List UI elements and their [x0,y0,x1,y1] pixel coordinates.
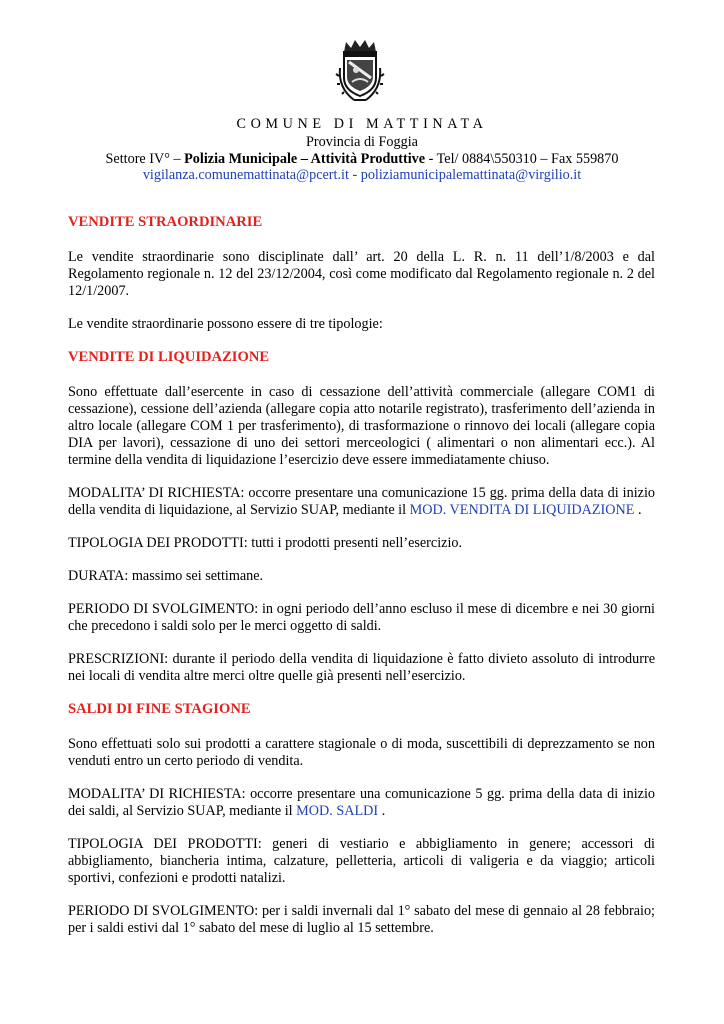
saldi-description: Sono effettuati solo sui prodotti a carattere stagionale o di moda, suscettibili di deprezzamento se non venduti entro un certo periodo di vendita. [68,736,655,769]
saldi-periodo: PERIODO DI SVOLGIMENTO: per i saldi invernali dal 1° sabato del mese di gennaio al 28 febbraio; per i saldi estivi dal 1° sabato del mese di luglio al 15 settembre. [68,903,655,936]
liquidazione-modalita-text: MODALITA’ DI RICHIESTA: occorre presentare una comunicazione 15 gg. prima della data di inizio della vendita di liquidazione, al Servizio SUAP, mediante il [68,485,655,518]
liquidazione-tipologia: TIPOLOGIA DEI PRODOTTI: tutti i prodotti presenti nell’esercizio. [68,535,463,551]
intro-paragraph: Le vendite straordinarie sono disciplinate dall’ art. 20 della L. R. n. 11 dell’1/8/2003 e dal Regolamento regionale n. 12 del 23/12/2004, così come modificato dal Regolamento regionale n. 2 del 12/1/2007. [68,249,655,299]
liquidazione-periodo: PERIODO DI SVOLGIMENTO: in ogni periodo dell’anno escluso il mese di dicembre e nei 30 giorni che precedono i saldi solo per le merci oggetto di saldi. [68,601,655,634]
section-heading-saldi: SALDI DI FINE STAGIONE [68,701,251,717]
mod-vendita-liquidazione-link[interactable]: MOD. VENDITA DI LIQUIDAZIONE [409,502,635,518]
comune-title: COMUNE DI MATTINATA [236,116,488,132]
settore-prefix: Settore IV° – [105,151,185,167]
document-body [68,214,655,937]
email-links[interactable]: vigilanza.comunemattinata@pcert.it - poliziamunicipalemattinata@virgilio.it [142,167,582,183]
provincia-line: Provincia di Foggia [306,134,418,150]
section-heading-liquidazione: VENDITE DI LIQUIDAZIONE [68,349,270,365]
settore-contacts: - Tel/ 0884\550310 – Fax 559870 [425,151,619,167]
saldi-modalita-end: . [378,803,386,819]
settore-line [0,151,724,168]
liquidazione-modalita-end: . [634,502,642,518]
settore-name: Polizia Municipale – Attività Produttive [184,151,426,167]
intro-types: Le vendite straordinarie possono essere di tre tipologie: [68,316,383,332]
municipal-crest-icon [334,38,386,106]
mod-saldi-link[interactable]: MOD. SALDI [296,803,379,819]
saldi-modalita-text: MODALITA’ DI RICHIESTA: occorre presentare una comunicazione 5 gg. prima della data di inizio dei saldi, al Servizio SUAP, mediante il [68,786,655,819]
liquidazione-modalita [68,485,655,519]
page-title: VENDITE STRAORDINARIE [68,214,263,230]
saldi-tipologia: TIPOLOGIA DEI PRODOTTI: generi di vestiario e abbigliamento in genere; accessori di abbigliamento, biancheria intima, calzature, pelletteria, articoli di valigeria e da viaggio; articoli sportivi, confezioni e prodotti natalizi. [68,836,655,886]
liquidazione-description: Sono effettuate dall’esercente in caso di cessazione dell’attività commerciale (allegare COM1 di cessazione), cessione dell’azienda (allegare copia atto notarile registrato), trasferimento dell’azienda in altro locale (allegare COM 1 per trasferimento), di trasformazione o rinnovo dei locali (allegare copia DIA per lavori), cessazione di uno dei settori merceologici ( alimentari o non alimentari ecc.). Al termine della vendita di liquidazione l’esercizio deve essere immediatamente chiuso. [68,384,655,468]
saldi-modalita [68,786,655,820]
liquidazione-prescrizioni: PRESCRIZIONI: durante il periodo della vendita di liquidazione è fatto divieto assoluto di introdurre nei locali di vendita altre merci oltre quelle già presenti nell’esercizio. [68,651,655,684]
liquidazione-durata: DURATA: massimo sei settimane. [68,568,264,584]
